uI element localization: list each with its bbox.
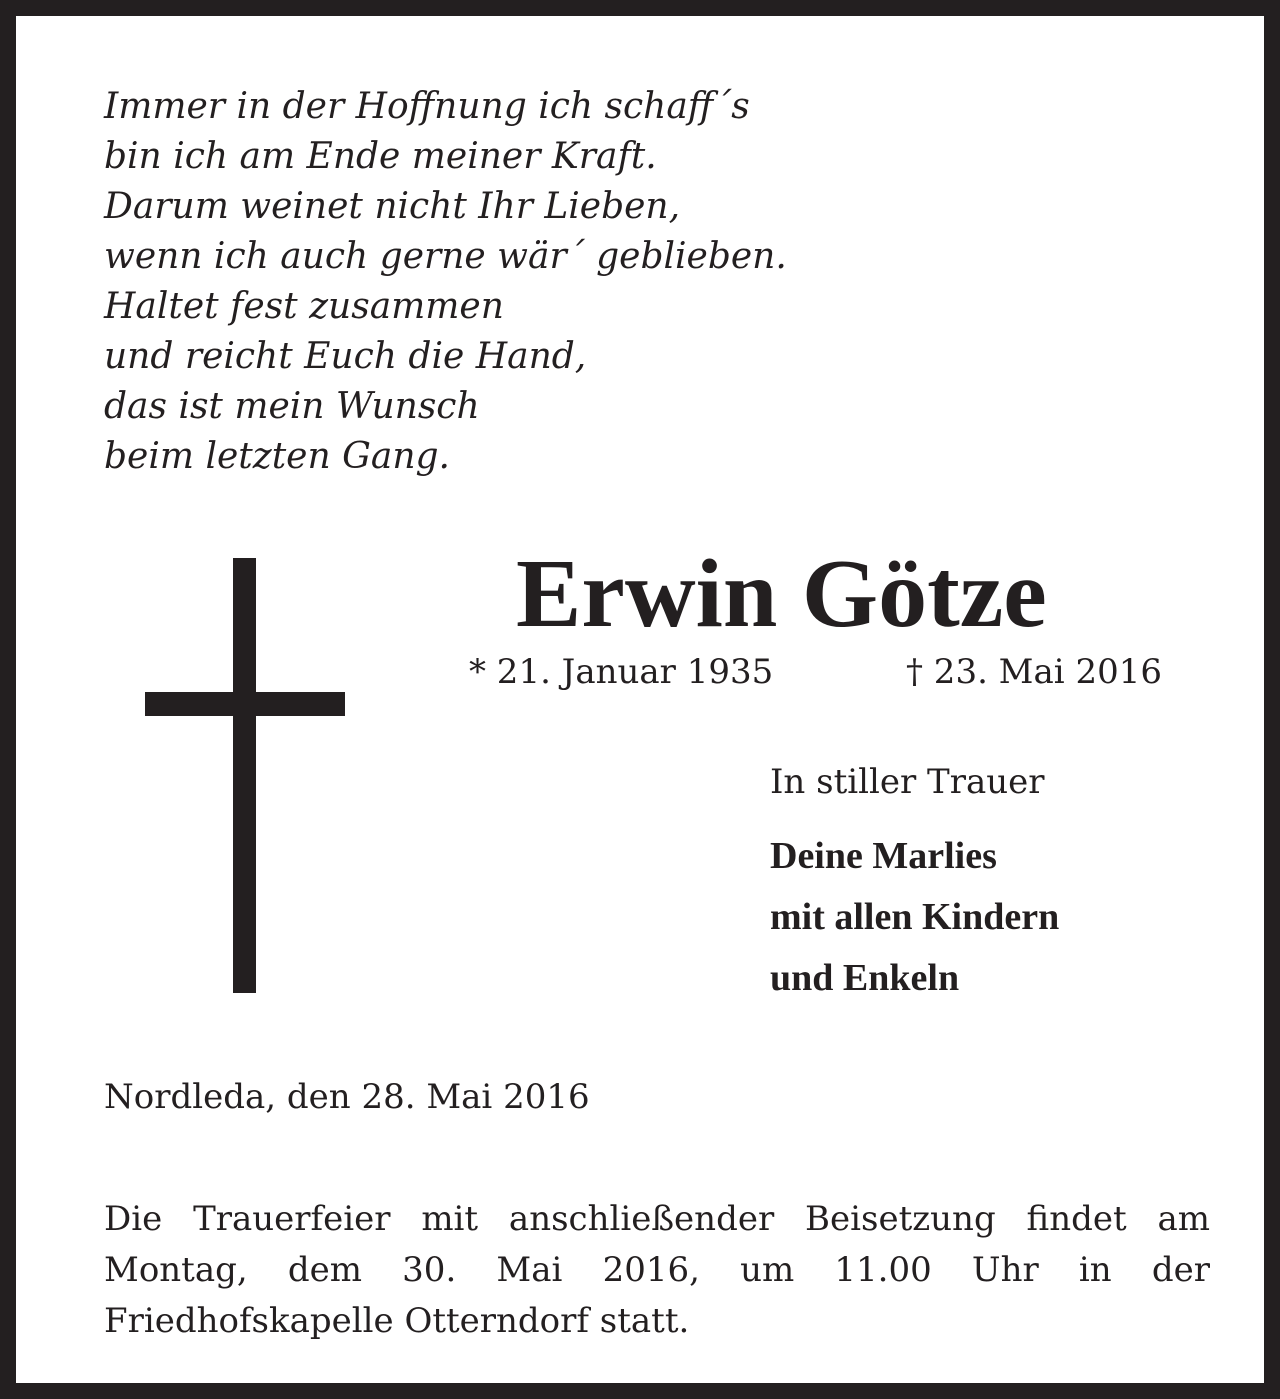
deceased-name: Erwin Götze [516,540,1047,648]
poem-line: Immer in der Hoffnung ich schaff´s [104,86,750,127]
cross-horizontal-beam [145,692,345,716]
mourners-list [770,826,1059,1009]
mourner-line: und Enkeln [770,957,960,999]
mourner-line: mit allen Kindern [770,896,1060,938]
birth-date: * 21. Januar 1935 [469,652,774,692]
poem-line: Haltet fest zusammen [104,286,504,327]
poem-line: beim letzten Gang. [104,436,450,477]
poem-line: und reicht Euch die Hand, [104,336,587,377]
place-and-date: Nordleda, den 28. Mai 2016 [104,1077,590,1117]
poem-line: bin ich am Ende meiner Kraft. [104,136,657,177]
death-date: † 23. Mai 2016 [906,652,1162,692]
cross-vertical-beam [233,558,256,993]
mourner-line: Deine Marlies [770,835,997,877]
mourning-intro: In stiller Trauer [770,762,1045,802]
poem-line: Darum weinet nicht Ihr Lieben, [104,186,681,227]
funeral-service-notice: Die Trauerfeier mit anschließender Beisetzung findet am Montag, dem 30. Mai 2016, um 11.00 Uhr in der Friedhofskapelle Otterndorf statt. [104,1199,1210,1341]
poem-line: wenn ich auch gerne wär´ geblieben. [104,236,787,277]
poem-line: das ist mein Wunsch [104,386,480,427]
memorial-poem [104,82,787,482]
